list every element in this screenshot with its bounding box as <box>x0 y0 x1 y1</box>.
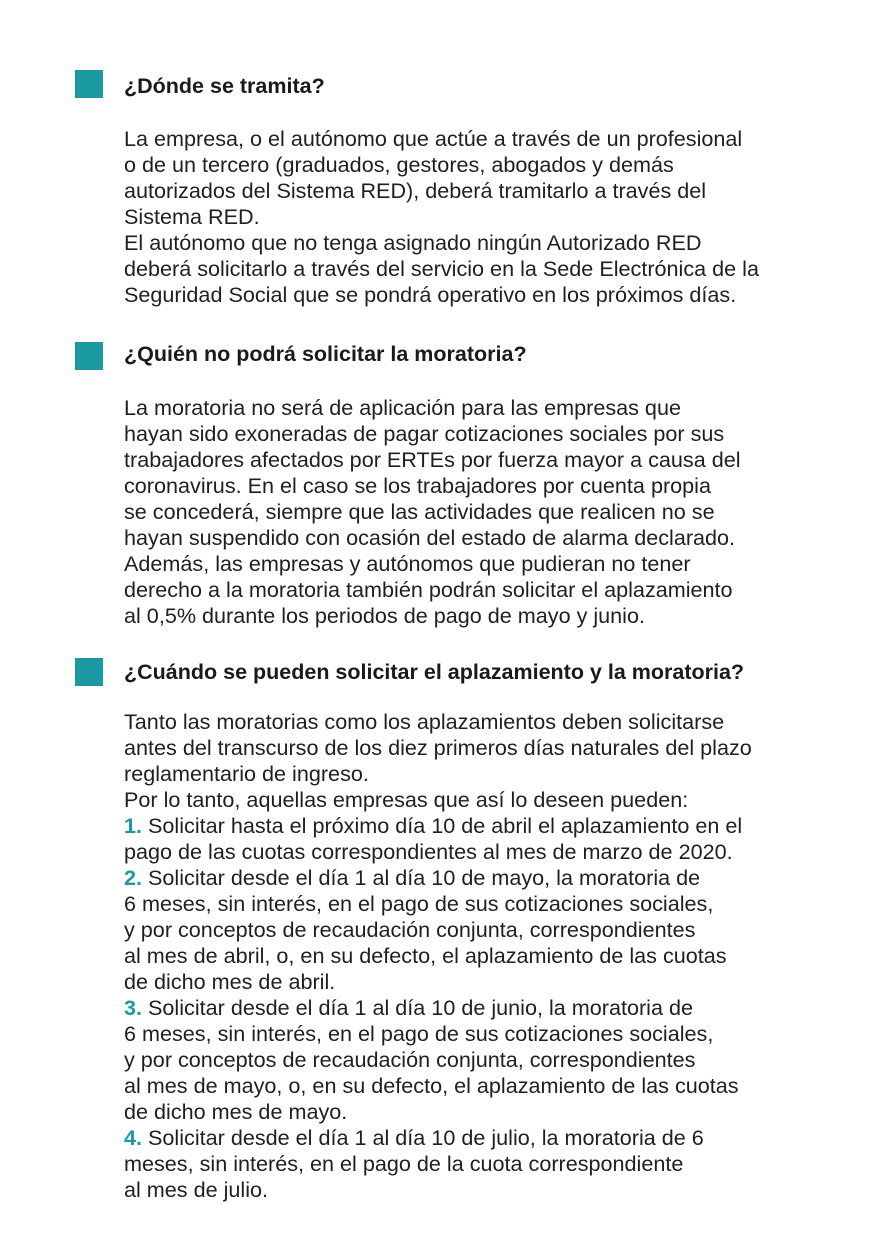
item-text: Solicitar desde el día 1 al día 10 de mayo, la moratoria de <box>142 865 701 890</box>
text-line: Por lo tanto, aquellas empresas que así lo deseen pueden: <box>124 787 689 812</box>
text-line: 6 meses, sin interés, en el pago de sus cotizaciones sociales, <box>124 891 714 916</box>
text-line: de dicho mes de mayo. <box>124 1099 348 1124</box>
section-heading: ¿Dónde se tramita? <box>124 74 325 98</box>
item-text: Solicitar desde el día 1 al día 10 de junio, la moratoria de <box>142 995 693 1020</box>
text-line: se concederá, siempre que las actividades que realicen no se <box>124 499 715 524</box>
list-item-1 <box>124 813 824 839</box>
text-line: coronavirus. En el caso se los trabajadores por cuenta propia <box>124 473 711 498</box>
text-line: de dicho mes de abril. <box>124 969 336 994</box>
text-line: y por conceptos de recaudación conjunta, correspondientes <box>124 1047 696 1072</box>
text-line: al 0,5% durante los periodos de pago de mayo y junio. <box>124 603 645 628</box>
text-line: deberá solicitarlo a través del servicio en la Sede Electrónica de la <box>124 256 759 281</box>
text-line: Tanto las moratorias como los aplazamientos deben solicitarse <box>124 709 725 734</box>
item-number: 2. <box>124 865 143 890</box>
text-line: El autónomo que no tenga asignado ningún Autorizado RED <box>124 230 702 255</box>
text-line: Sistema RED. <box>124 204 260 229</box>
text-line: autorizados del Sistema RED), deberá tramitarlo a través del <box>124 178 707 203</box>
text-line: La empresa, o el autónomo que actúe a través de un profesional <box>124 126 743 151</box>
text-line: Seguridad Social que se pondrá operativo en los próximos días. <box>124 282 737 307</box>
section-marker-icon <box>75 70 103 98</box>
section-heading: ¿Quién no podrá solicitar la moratoria? <box>124 342 527 366</box>
list-item-2 <box>124 865 824 891</box>
text-line: hayan sido exoneradas de pagar cotizaciones sociales por sus <box>124 421 725 446</box>
section-marker-icon <box>75 658 103 686</box>
text-line: trabajadores afectados por ERTEs por fuerza mayor a causa del <box>124 447 741 472</box>
list-item-4 <box>124 1125 824 1151</box>
section-marker-icon <box>75 342 103 370</box>
section-heading: ¿Cuándo se pueden solicitar el aplazamiento y la moratoria? <box>124 660 745 684</box>
item-number: 4. <box>124 1125 143 1150</box>
section-body <box>124 395 824 629</box>
list-item-3 <box>124 995 824 1021</box>
text-line: al mes de julio. <box>124 1177 269 1202</box>
text-line: La moratoria no será de aplicación para las empresas que <box>124 395 681 420</box>
text-line: derecho a la moratoria también podrán solicitar el aplazamiento <box>124 577 733 602</box>
text-line: y por conceptos de recaudación conjunta, correspondientes <box>124 917 696 942</box>
text-line: 6 meses, sin interés, en el pago de sus cotizaciones sociales, <box>124 1021 714 1046</box>
text-line: reglamentario de ingreso. <box>124 761 369 786</box>
section-body <box>124 126 824 308</box>
text-line: meses, sin interés, en el pago de la cuota correspondiente <box>124 1151 684 1176</box>
text-line: pago de las cuotas correspondientes al mes de marzo de 2020. <box>124 839 733 864</box>
item-number: 1. <box>124 813 143 838</box>
text-line: o de un tercero (graduados, gestores, abogados y demás <box>124 152 674 177</box>
text-line: Además, las empresas y autónomos que pudieran no tener <box>124 551 691 576</box>
section-body <box>124 709 824 1203</box>
item-number: 3. <box>124 995 143 1020</box>
text-line: al mes de mayo, o, en su defecto, el aplazamiento de las cuotas <box>124 1073 739 1098</box>
text-line: antes del transcurso de los diez primeros días naturales del plazo <box>124 735 752 760</box>
text-line: hayan suspendido con ocasión del estado de alarma declarado. <box>124 525 736 550</box>
text-line: al mes de abril, o, en su defecto, el aplazamiento de las cuotas <box>124 943 727 968</box>
item-text: Solicitar hasta el próximo día 10 de abril el aplazamiento en el <box>142 813 743 838</box>
item-text: Solicitar desde el día 1 al día 10 de julio, la moratoria de 6 <box>142 1125 704 1150</box>
